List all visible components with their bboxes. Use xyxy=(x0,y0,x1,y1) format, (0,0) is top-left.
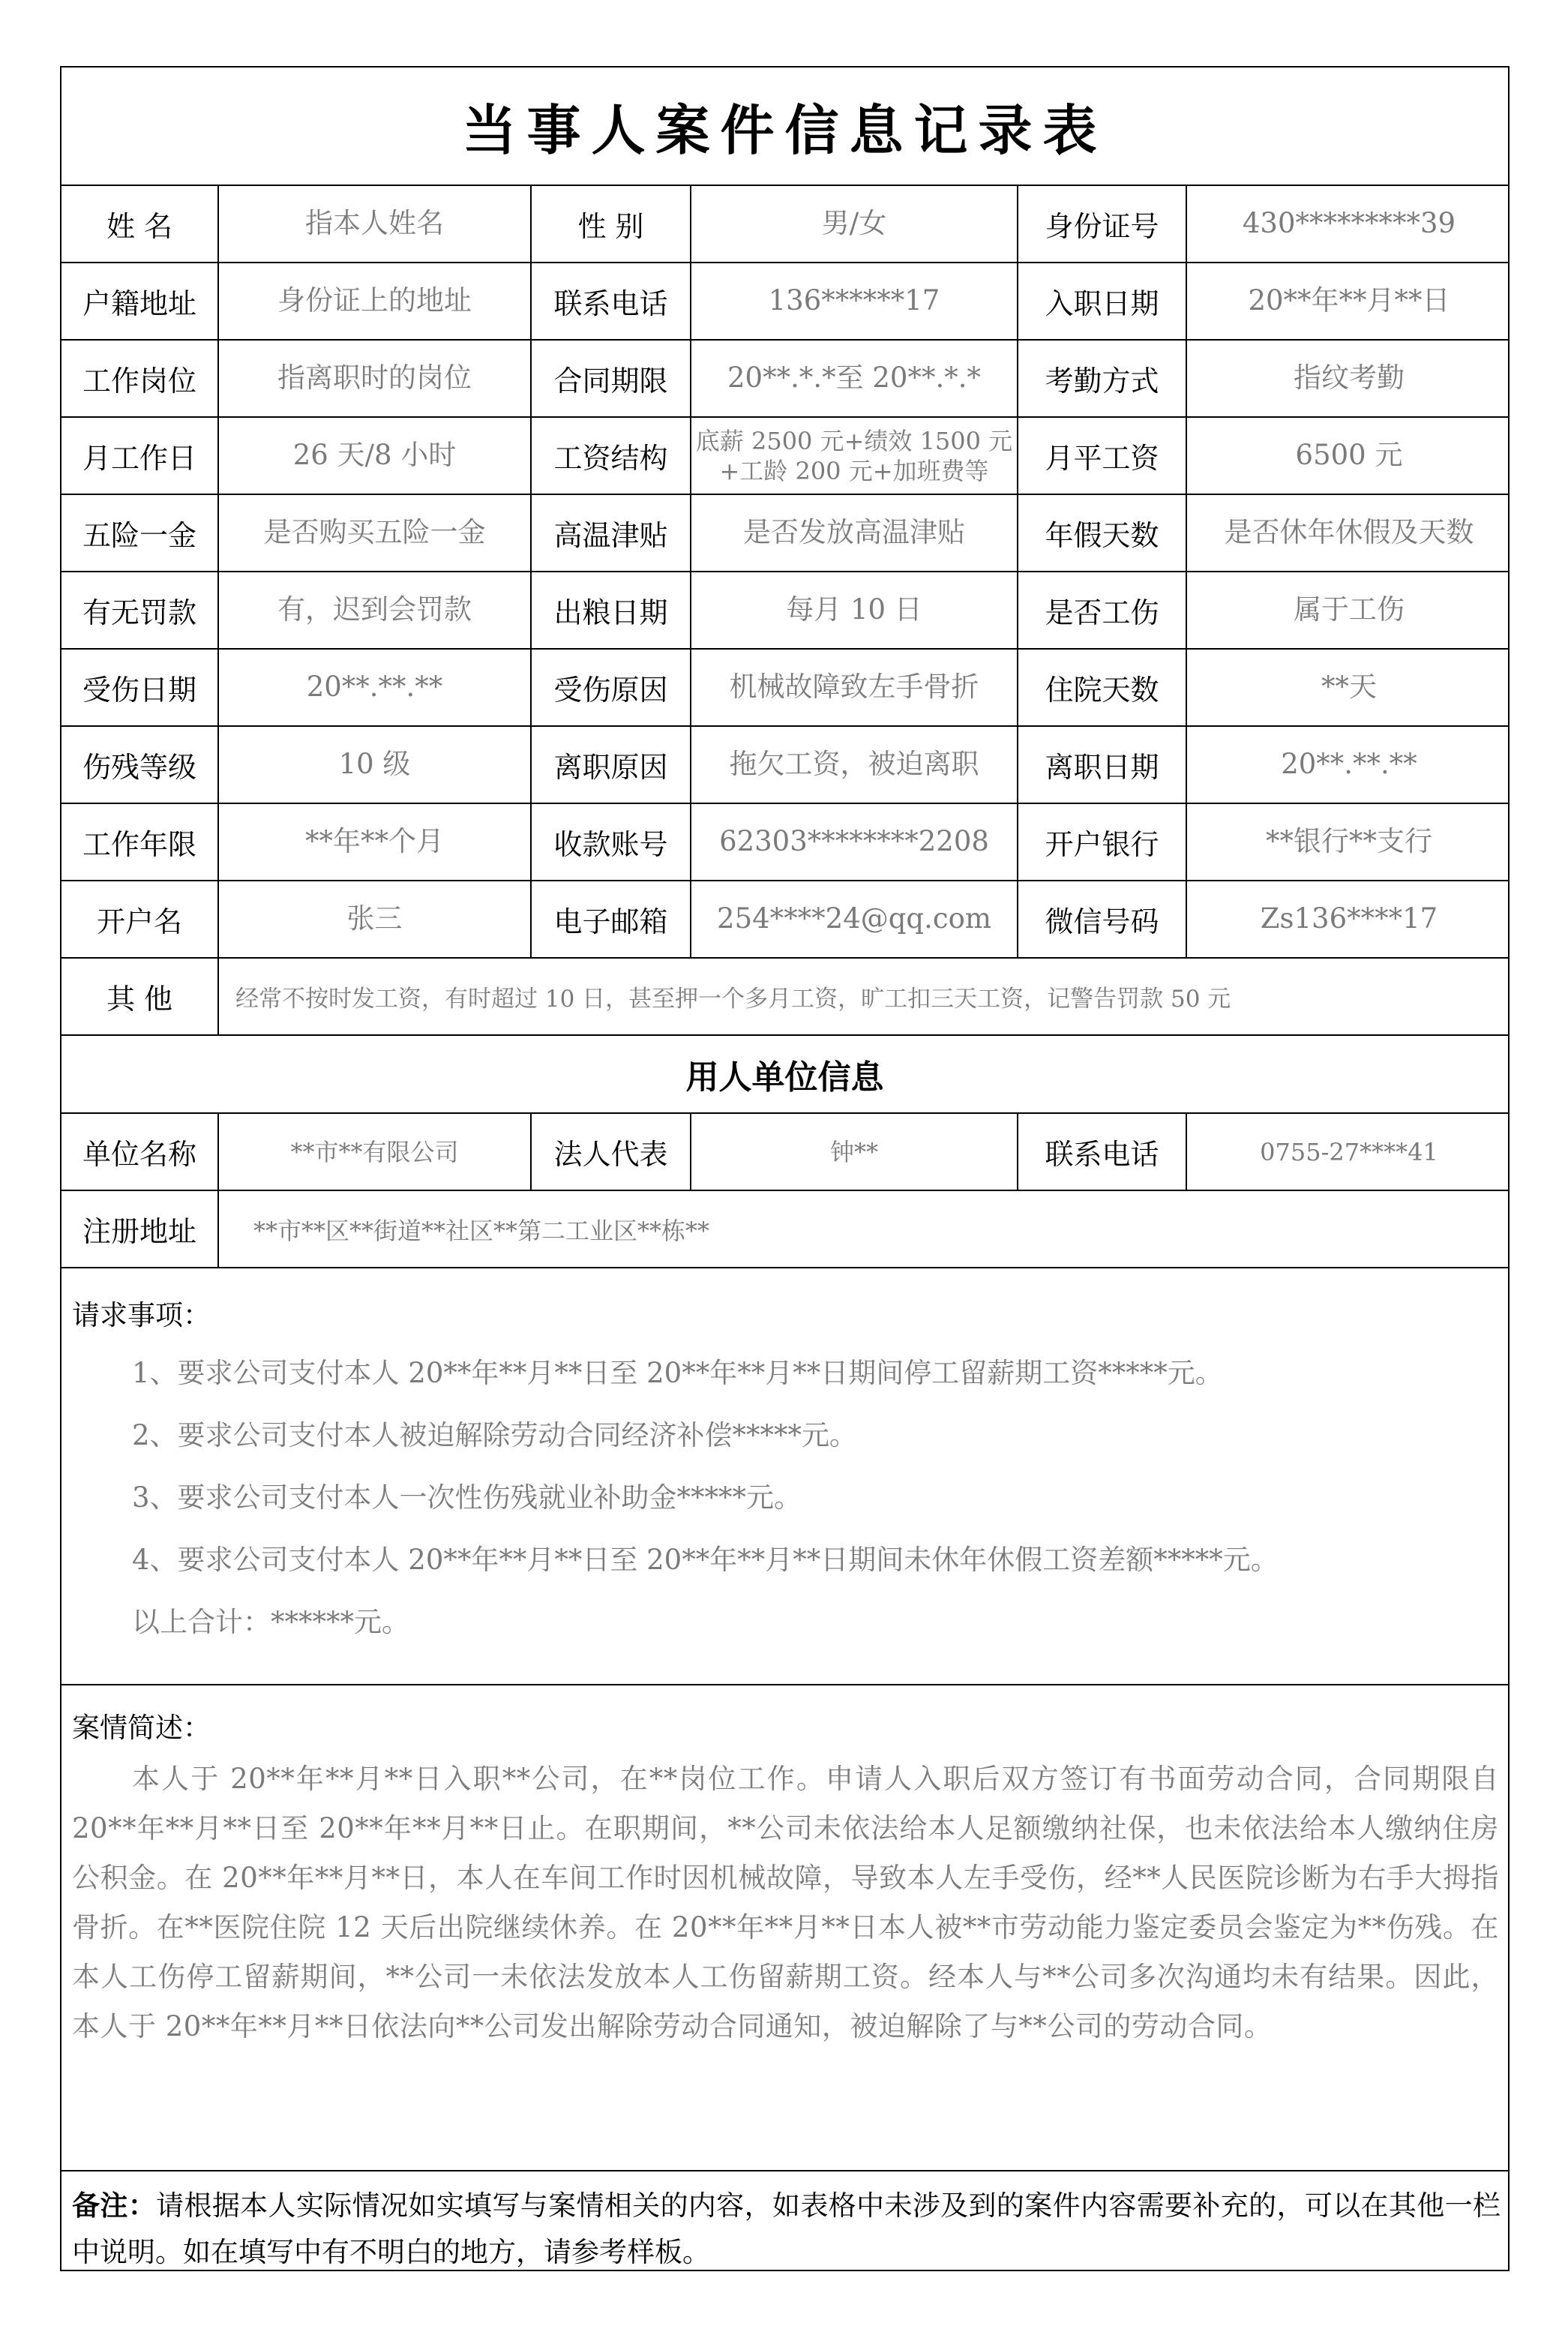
high-temp-allowance-label: 高温津贴 xyxy=(532,495,691,571)
remark-block xyxy=(61,2171,1508,2276)
job-position-value: 指离职时的岗位 xyxy=(219,341,532,416)
party-row xyxy=(61,572,1508,650)
claims-total: 以上合计：******元。 xyxy=(132,1606,409,1638)
monthly-workdays-label: 月工作日 xyxy=(61,418,219,494)
social-insurance-label: 五险一金 xyxy=(61,495,219,571)
resignation-reason-value: 拖欠工资，被迫离职 xyxy=(691,727,1018,803)
party-row xyxy=(61,881,1508,959)
party-row xyxy=(61,495,1508,572)
case-record-form xyxy=(60,66,1510,2271)
form-title: 当事人案件信息记录表 xyxy=(61,68,1508,186)
hospital-days-label: 住院天数 xyxy=(1018,650,1187,725)
household-address-label: 户籍地址 xyxy=(61,263,219,339)
employer-address-row xyxy=(61,1191,1508,1268)
salary-structure-value: 底薪 2500 元+绩效 1500 元+工龄 200 元+加班费等 xyxy=(691,418,1018,494)
remark-label: 备注： xyxy=(72,2189,157,2222)
party-row xyxy=(61,804,1508,881)
case-facts-block xyxy=(61,1685,1508,2171)
payee-account-label: 收款账号 xyxy=(532,804,691,880)
gender-value: 男/女 xyxy=(691,186,1018,262)
bank-value: **银行**支行 xyxy=(1266,825,1432,858)
annual-leave-days-value: 是否休年休假及天数 xyxy=(1224,516,1474,549)
claim-item: 3、要求公司支付本人一次性伤残就业补助金*****元。 xyxy=(132,1481,802,1514)
legal-rep-label: 法人代表 xyxy=(532,1114,691,1190)
average-monthly-salary-value: 6500 元 xyxy=(1295,439,1403,472)
party-row xyxy=(61,341,1508,418)
employer-phone-label: 联系电话 xyxy=(1018,1114,1187,1190)
gender-label: 性 别 xyxy=(532,186,691,262)
contract-term-value: 20**.*.*至 20**.*.* xyxy=(691,341,1018,416)
legal-rep-value: 钟** xyxy=(691,1114,1018,1190)
job-position-label: 工作岗位 xyxy=(61,341,219,416)
employer-name-value: **市**有限公司 xyxy=(219,1114,532,1190)
high-temp-allowance-value: 是否发放高温津贴 xyxy=(691,495,1018,571)
other-value: 经常不按时发工资，有时超过 10 日，甚至押一个多月工资，旷工扣三天工资，记警告罚款 50 元 xyxy=(235,986,1231,1013)
account-name-value: 张三 xyxy=(219,881,532,957)
account-name-label: 开户名 xyxy=(61,881,219,957)
other-row xyxy=(61,959,1508,1036)
claim-item: 2、要求公司支付本人被迫解除劳动合同经济补偿*****元。 xyxy=(132,1419,858,1451)
bank-label: 开户银行 xyxy=(1018,804,1187,880)
facts-body: 本人于 20**年**月**日入职**公司，在**岗位工作。申请人入职后双方签订有书面劳动合同，合同期限自 20**年**月**日至 20**年**月**日止。在职期间，**公司未依法给本人足额缴纳社保，也未依法给本人缴纳住房公积金。在 20**年**月**日，本人在车间工作时因机械故障，导致本人左手受伤，经**人民医院诊断为右手大拇指骨折。在**医院住院 12 天后出院继续休养。在 20**年**月**日本人被**市劳动能力鉴定委员会鉴定为**伤残。在本人工伤停工留薪期间，**公司一未依法发放本人工伤留薪期工资。经本人与**公司多次沟通均未有结果。因此，本人于 20**年**月**日依法向**公司发出解除劳动合同通知，被迫解除了与**公司的劳动合同。 xyxy=(72,1763,1499,2042)
employer-address-label: 注册地址 xyxy=(61,1191,219,1267)
facts-heading: 案情简述： xyxy=(72,1712,211,1744)
injury-date-label: 受伤日期 xyxy=(61,650,219,725)
id-number-label: 身份证号 xyxy=(1018,186,1187,262)
hire-date-label: 入职日期 xyxy=(1018,263,1187,339)
claims-block xyxy=(61,1268,1508,1685)
employer-section-title: 用人单位信息 xyxy=(61,1036,1508,1114)
salary-structure-label: 工资结构 xyxy=(532,418,691,494)
name-label: 姓 名 xyxy=(61,186,219,262)
party-row xyxy=(61,263,1508,341)
disability-grade-label: 伤残等级 xyxy=(61,727,219,803)
party-row xyxy=(61,727,1508,804)
attendance-method-label: 考勤方式 xyxy=(1018,341,1187,416)
other-label: 其 他 xyxy=(61,959,219,1034)
injury-cause-label: 受伤原因 xyxy=(532,650,691,725)
work-injury-value: 属于工伤 xyxy=(1294,593,1405,626)
id-number-value: 430*********39 xyxy=(1242,207,1456,240)
contract-term-label: 合同期限 xyxy=(532,341,691,416)
contact-phone-value: 136******17 xyxy=(691,263,1018,339)
work-years-label: 工作年限 xyxy=(61,804,219,880)
average-monthly-salary-label: 月平工资 xyxy=(1018,418,1187,494)
social-insurance-value: 是否购买五险一金 xyxy=(219,495,532,571)
employer-address-value: **市**区**街道**社区**第二工业区**栋** xyxy=(253,1216,710,1245)
resignation-reason-label: 离职原因 xyxy=(532,727,691,803)
hire-date-value: 20**年**月**日 xyxy=(1248,284,1450,317)
party-info-table xyxy=(61,186,1508,959)
work-years-value: **年**个月 xyxy=(219,804,532,880)
fines-value: 有，迟到会罚款 xyxy=(219,572,532,648)
wechat-id-value: Zs136****17 xyxy=(1260,902,1438,935)
remark-text: 请根据本人实际情况如实填写与案情相关的内容，如表格中未涉及到的案件内容需要补充的，可以在其他一栏中说明。如在填写中有不明白的地方，请参考样板。 xyxy=(72,2189,1501,2268)
party-row xyxy=(61,650,1508,727)
employer-row xyxy=(61,1114,1508,1191)
email-label: 电子邮箱 xyxy=(532,881,691,957)
party-row xyxy=(61,186,1508,263)
attendance-method-value: 指纹考勤 xyxy=(1294,362,1405,395)
email-value: 254****24@qq.com xyxy=(691,881,1018,957)
monthly-workdays-value: 26 天/8 小时 xyxy=(219,418,532,494)
payee-account-value: 62303********2208 xyxy=(691,804,1018,880)
payday-value: 每月 10 日 xyxy=(691,572,1018,648)
resignation-date-label: 离职日期 xyxy=(1018,727,1187,803)
household-address-value: 身份证上的地址 xyxy=(219,263,532,339)
wechat-id-label: 微信号码 xyxy=(1018,881,1187,957)
payday-label: 出粮日期 xyxy=(532,572,691,648)
employer-name-label: 单位名称 xyxy=(61,1114,219,1190)
claims-heading: 请求事项： xyxy=(72,1299,211,1331)
name-value: 指本人姓名 xyxy=(219,186,532,262)
work-injury-label: 是否工伤 xyxy=(1018,572,1187,648)
hospital-days-value: **天 xyxy=(1321,671,1377,704)
annual-leave-days-label: 年假天数 xyxy=(1018,495,1187,571)
contact-phone-label: 联系电话 xyxy=(532,263,691,339)
claim-item: 1、要求公司支付本人 20**年**月**日至 20**年**月**日期间停工留薪期工资*****元。 xyxy=(132,1357,1223,1389)
claim-item: 4、要求公司支付本人 20**年**月**日至 20**年**月**日期间未休年休假工资差额*****元。 xyxy=(132,1544,1279,1576)
party-row xyxy=(61,418,1508,495)
resignation-date-value: 20**.**.** xyxy=(1281,748,1417,781)
injury-cause-value: 机械故障致左手骨折 xyxy=(691,650,1018,725)
disability-grade-value: 10 级 xyxy=(219,727,532,803)
employer-phone-value: 0755-27****41 xyxy=(1260,1137,1438,1166)
fines-label: 有无罚款 xyxy=(61,572,219,648)
injury-date-value: 20**.**.** xyxy=(219,650,532,725)
